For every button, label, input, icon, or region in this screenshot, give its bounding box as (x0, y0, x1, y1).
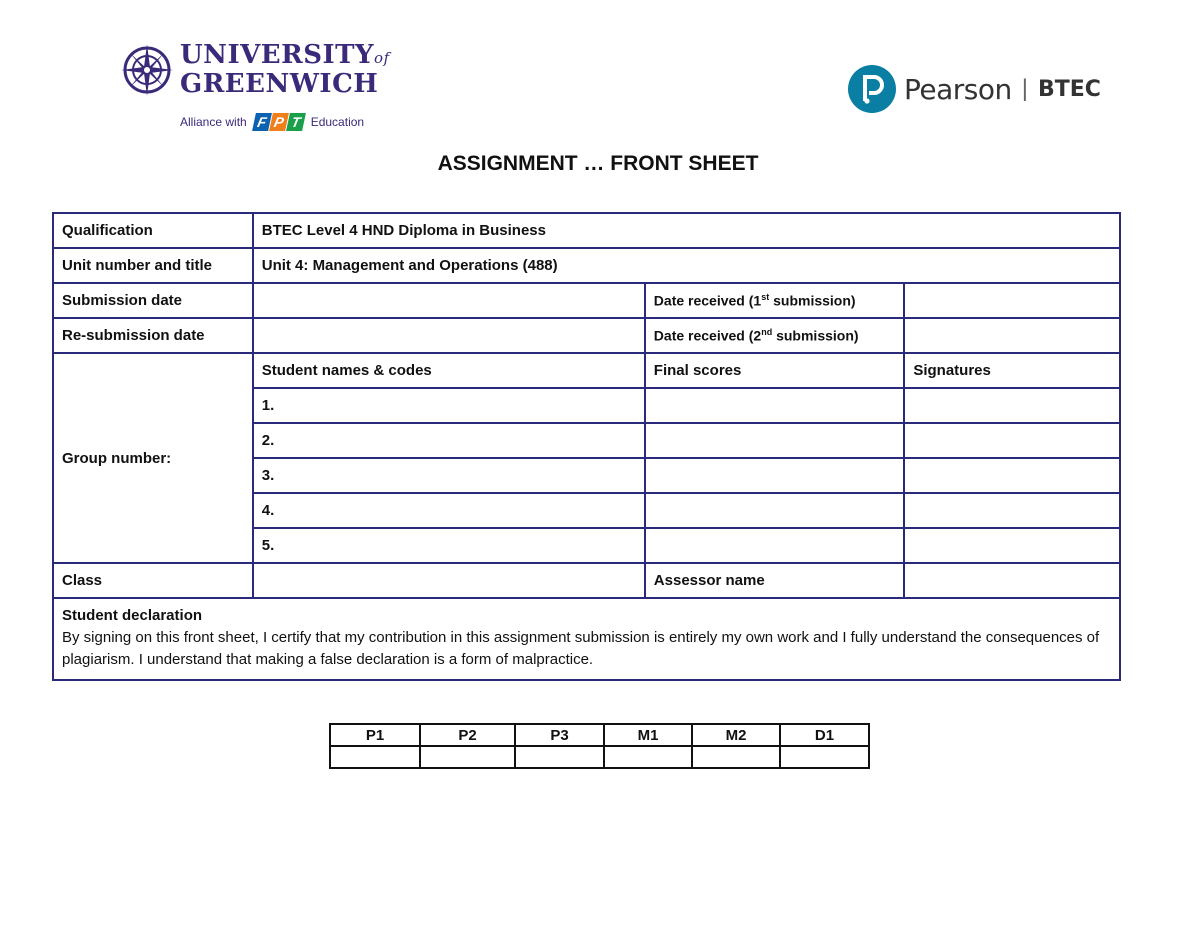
university-wordmark: UNIVERSITYof GREENWICH (180, 40, 390, 99)
class-row (53, 563, 1120, 598)
final-scores-header: Final scores (645, 353, 905, 388)
fpt-logo: F P T (254, 113, 304, 131)
group-header-row (53, 353, 1120, 388)
grade-value-row (330, 746, 869, 768)
declaration-row (53, 598, 1120, 680)
grade-value-m2[interactable] (692, 746, 780, 768)
class-label: Class (53, 563, 253, 598)
btec-wordmark: BTEC (1037, 76, 1101, 102)
grade-value-m1[interactable] (604, 746, 692, 768)
pearson-p-icon (848, 65, 896, 113)
date-received-1-field[interactable] (904, 283, 1120, 318)
page-title: ASSIGNMENT … FRONT SHEET (437, 152, 759, 175)
grade-header-p1: P1 (330, 724, 420, 746)
student-score-field[interactable] (645, 493, 905, 528)
grade-header-p2: P2 (420, 724, 515, 746)
logo-divider: | (1021, 75, 1028, 102)
grade-header-m2: M2 (692, 724, 780, 746)
date-received-2-label: Date received (2nd submission) (645, 318, 905, 353)
grade-value-p2[interactable] (420, 746, 515, 768)
date-received-2-field[interactable] (904, 318, 1120, 353)
student-score-field[interactable] (645, 458, 905, 493)
submission-date-field[interactable] (253, 283, 645, 318)
student-name-field[interactable]: 1. (253, 388, 645, 423)
grade-value-p1[interactable] (330, 746, 420, 768)
student-declaration (53, 598, 1120, 680)
grade-value-d1[interactable] (780, 746, 869, 768)
fpt-alliance-line: Alliance with F P T Education (180, 114, 365, 130)
pearson-wordmark: Pearson (904, 72, 1012, 106)
grade-criteria-table (329, 723, 870, 769)
student-signature-field[interactable] (904, 388, 1120, 423)
student-score-field[interactable] (645, 388, 905, 423)
grade-header-row (330, 724, 869, 746)
grade-value-p3[interactable] (515, 746, 604, 768)
qualification-row (53, 213, 1120, 248)
student-signature-field[interactable] (904, 458, 1120, 493)
student-name-field[interactable]: 2. (253, 423, 645, 458)
grade-header-d1: D1 (780, 724, 869, 746)
grade-header-p3: P3 (515, 724, 604, 746)
unit-value: Unit 4: Management and Operations (488) (253, 248, 1120, 283)
student-score-field[interactable] (645, 528, 905, 563)
student-signature-field[interactable] (904, 528, 1120, 563)
pearson-btec-logo (848, 64, 1101, 114)
assessor-name-label: Assessor name (645, 563, 905, 598)
class-field[interactable] (253, 563, 645, 598)
student-names-header: Student names & codes (253, 353, 645, 388)
unit-row (53, 248, 1120, 283)
student-signature-field[interactable] (904, 493, 1120, 528)
student-name-field[interactable]: 4. (253, 493, 645, 528)
university-of-greenwich-logo (120, 40, 390, 140)
submission-date-label: Submission date (53, 283, 253, 318)
submission-row (53, 283, 1120, 318)
assessor-name-field[interactable] (904, 563, 1120, 598)
compass-emblem-icon (120, 40, 174, 102)
grade-header-m1: M1 (604, 724, 692, 746)
resubmission-date-field[interactable] (253, 318, 645, 353)
date-received-1-label: Date received (1st submission) (645, 283, 905, 318)
group-number-label: Group number: (53, 353, 253, 563)
signatures-header: Signatures (904, 353, 1120, 388)
student-score-field[interactable] (645, 423, 905, 458)
student-name-field[interactable]: 3. (253, 458, 645, 493)
unit-label: Unit number and title (53, 248, 253, 283)
student-signature-field[interactable] (904, 423, 1120, 458)
qualification-value: BTEC Level 4 HND Diploma in Business (253, 213, 1120, 248)
declaration-title: Student declaration (62, 607, 203, 624)
declaration-text: By signing on this front sheet, I certify that my contribution in this assignment submission is entirely my own work and I fully understand the consequences of plagiarism. I understand that making a false declaration is a form of malpractice. (62, 629, 1100, 668)
resubmission-row (53, 318, 1120, 353)
qualification-label: Qualification (53, 213, 253, 248)
resubmission-date-label: Re-submission date (53, 318, 253, 353)
front-sheet-table (52, 212, 1121, 681)
student-name-field[interactable]: 5. (253, 528, 645, 563)
